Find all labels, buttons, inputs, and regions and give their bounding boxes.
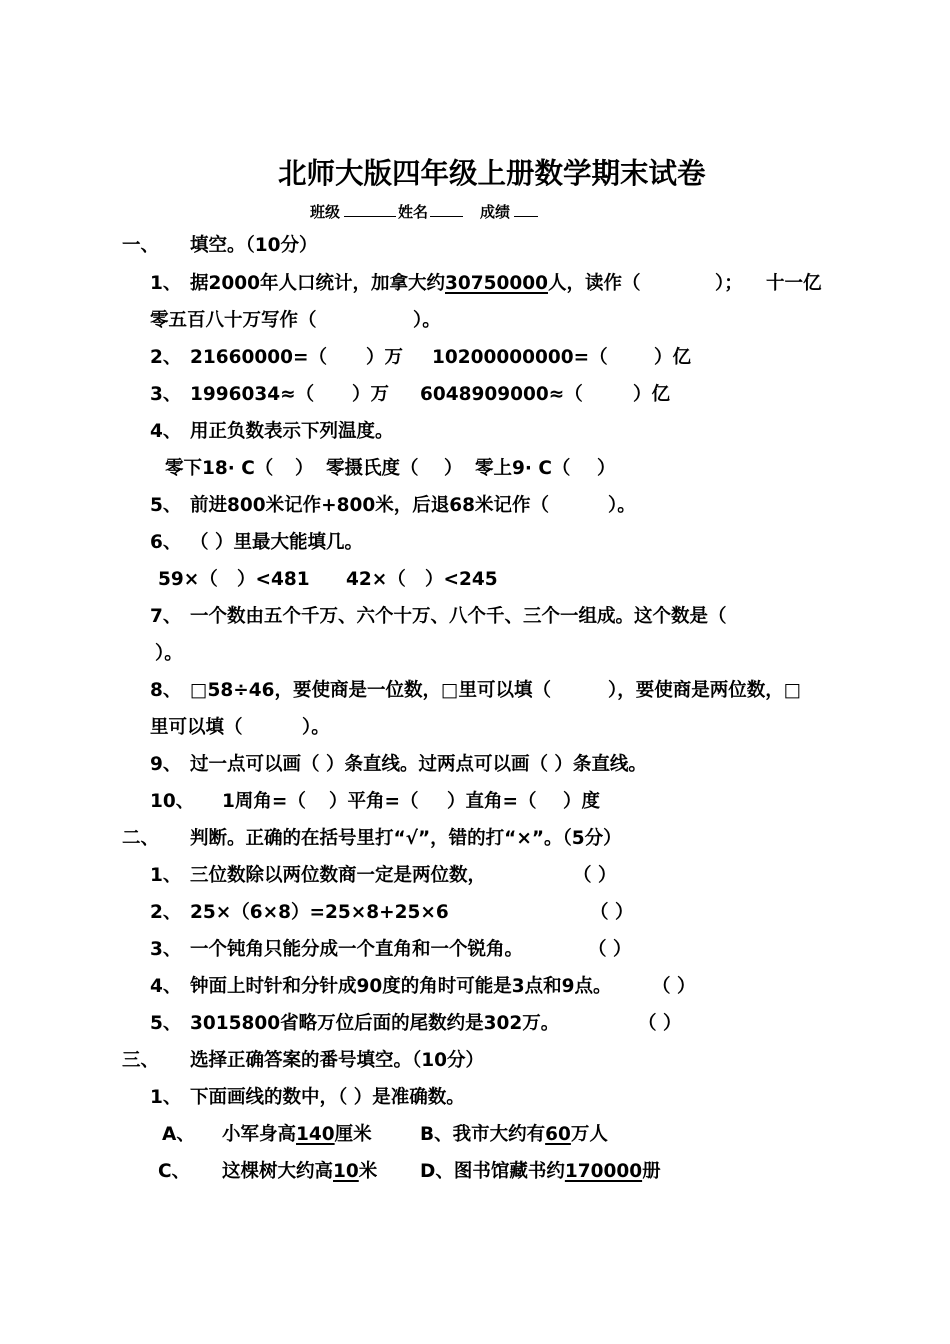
s2-item-text: 钟面上时针和分针成90度的角时可能是3点和9点。 <box>190 976 612 997</box>
s1-q6-expr1-a: 59×（ <box>158 569 218 590</box>
s1-q10-part-a: 1周角=（ <box>222 791 306 812</box>
s1-q10-number: 10、 <box>150 791 195 812</box>
section1-heading: 填空。（10分） <box>190 235 318 256</box>
option-b-label: B、 <box>420 1124 453 1145</box>
option-a-text <box>222 1123 372 1147</box>
s1-q3-part-a: 1996034≈（ <box>190 384 315 405</box>
s2-item-text: 3015800省略万位后面的尾数约是302万。 <box>190 1013 560 1034</box>
s2-item-number: 3、 <box>150 939 182 960</box>
s1-q6-text: （ ）里最大能填几。 <box>190 532 363 553</box>
s1-q3-part-c: 6048909000≈（ <box>420 384 583 405</box>
s1-q7-tail: ）。 <box>155 643 183 664</box>
s2-item-text: 三位数除以两位数商一定是两位数， <box>190 865 487 886</box>
s1-q4-temp3: 零上9· C（ <box>475 458 571 479</box>
s1-q8-number: 8、 <box>150 680 182 701</box>
option-a-post: 厘米 <box>334 1124 372 1145</box>
s1-q4-temp1: 零下18· C（ <box>165 458 274 479</box>
section3-number: 三、 <box>122 1050 160 1071</box>
option-d-post: 册 <box>642 1161 661 1182</box>
s1-q4-temp1-end: ） <box>295 458 314 479</box>
option-c-underlined-number: 10 <box>333 1161 359 1182</box>
s1-q6-number: 6、 <box>150 532 182 553</box>
s1-q8-part-d: ）。 <box>302 717 330 738</box>
s2-item-number: 1、 <box>150 865 182 886</box>
s1-q2-part-a: 21660000=（ <box>190 347 327 368</box>
s1-q1-text <box>190 272 641 296</box>
s2-item-answer-paren: （ ） <box>573 865 617 886</box>
s1-q4-temp3-end: ） <box>597 458 616 479</box>
s1-q8-part-b: ），要使商是两位数，□ <box>608 680 802 701</box>
s1-q9-number: 9、 <box>150 754 182 775</box>
s1-q1-part-f: ）。 <box>413 310 441 331</box>
s2-item-number: 4、 <box>150 976 182 997</box>
s1-q9-text: 过一点可以画（ ）条直线。过两点可以画（ ）条直线。 <box>190 754 647 775</box>
option-c-label: C、 <box>158 1161 191 1182</box>
score-label: 成绩 <box>480 203 511 221</box>
page-title: 北师大版四年级上册数学期末试卷 <box>278 157 706 190</box>
s1-q7-text: 一个数由五个千万、六个十万、八个千、三个一组成。这个数是（ <box>190 606 727 627</box>
s1-q4-temp2: 零摄氏度（ <box>326 458 419 479</box>
s1-q5-part-a: 前进800米记作+800米，后退68米记作（ <box>190 495 549 516</box>
s1-q3-part-b: ）万 <box>352 384 390 405</box>
s2-item-number: 2、 <box>150 902 182 923</box>
s1-q5-part-b: ）。 <box>608 495 636 516</box>
s1-q6-expr2-a: 42×（ <box>346 569 406 590</box>
class-label: 班级 <box>310 203 341 221</box>
section1-number: 一、 <box>122 235 160 256</box>
option-c-post: 米 <box>358 1161 378 1182</box>
s1-q10-part-d: ）度 <box>563 791 601 812</box>
option-c-text <box>222 1160 377 1184</box>
option-d-text <box>420 1160 661 1184</box>
s1-q6-expr1-b: ）<481 <box>237 569 310 590</box>
s2-item-answer-paren: （ ） <box>638 1013 682 1034</box>
s1-q1-underlined-number: 30750000 <box>445 273 548 294</box>
s1-q2-part-b: ）万 <box>366 347 404 368</box>
student-info-line <box>310 202 538 222</box>
name-blank <box>430 202 463 217</box>
s2-item-text: 25×（6×8）=25×8+25×6 <box>190 902 449 923</box>
score-blank <box>514 202 538 217</box>
s1-q10-part-b: ）平角=（ <box>329 791 419 812</box>
s1-q8-part-c: 里可以填（ <box>150 717 243 738</box>
s2-item-answer-paren: （ ） <box>652 976 696 997</box>
option-c-pre: 这棵树大约高 <box>222 1161 334 1182</box>
s1-q3-number: 3、 <box>150 384 182 405</box>
s1-q4-temp2-end: ） <box>444 458 463 479</box>
option-a-label: A、 <box>162 1124 195 1145</box>
s1-q1-part-b: 人，读作（ <box>547 273 641 294</box>
s1-q2-part-c: 10200000000=（ <box>432 347 608 368</box>
option-a-pre: 小军身高 <box>222 1124 297 1145</box>
option-d-pre: 图书馆藏书约 <box>453 1161 565 1182</box>
s2-item-answer-paren: （ ） <box>590 902 634 923</box>
section2-heading: 判断。正确的在括号里打“√”，错的打“×”。（5分） <box>190 828 622 849</box>
class-blank <box>344 202 396 217</box>
s1-q1-part-d: 十一亿 <box>766 273 822 294</box>
section2-number: 二、 <box>122 828 160 849</box>
s1-q6-expr2-b: ）<245 <box>425 569 498 590</box>
s1-q1-part-e: 零五百八十万写作（ <box>150 310 317 331</box>
s1-q10-part-c: ）直角=（ <box>447 791 537 812</box>
option-b-pre: 我市大约有 <box>452 1124 546 1145</box>
option-b-post: 万人 <box>570 1124 608 1145</box>
name-label: 姓名 <box>398 203 429 221</box>
option-a-underlined-number: 140 <box>296 1124 335 1145</box>
s1-q5-number: 5、 <box>150 495 182 516</box>
s1-q3-part-d: ）亿 <box>633 384 671 405</box>
s2-item-answer-paren: （ ） <box>588 939 632 960</box>
option-d-underlined-number: 170000 <box>564 1161 643 1182</box>
option-b-underlined-number: 60 <box>545 1124 571 1145</box>
s1-q2-part-d: ）亿 <box>654 347 692 368</box>
s1-q1-part-c: ）； <box>715 273 743 294</box>
s1-q8-part-a: □58÷46，要使商是一位数，□里可以填（ <box>190 680 551 701</box>
s1-q1-part-a: 据2000年人口统计，加拿大约 <box>190 273 445 294</box>
s1-q7-number: 7、 <box>150 606 182 627</box>
s1-q1-number: 1、 <box>150 273 182 294</box>
s2-item-text: 一个钝角只能分成一个直角和一个锐角。 <box>190 939 524 960</box>
option-d-label: D、 <box>420 1161 454 1182</box>
s3-q1-number: 1、 <box>150 1087 182 1108</box>
s1-q4-number: 4、 <box>150 421 182 442</box>
s2-item-number: 5、 <box>150 1013 182 1034</box>
s3-q1-text: 下面画线的数中，（ ）是准确数。 <box>190 1087 465 1108</box>
option-b-text <box>420 1123 608 1147</box>
s1-q2-number: 2、 <box>150 347 182 368</box>
section3-heading: 选择正确答案的番号填空。（10分） <box>190 1050 484 1071</box>
s1-q4-text: 用正负数表示下列温度。 <box>190 421 394 442</box>
